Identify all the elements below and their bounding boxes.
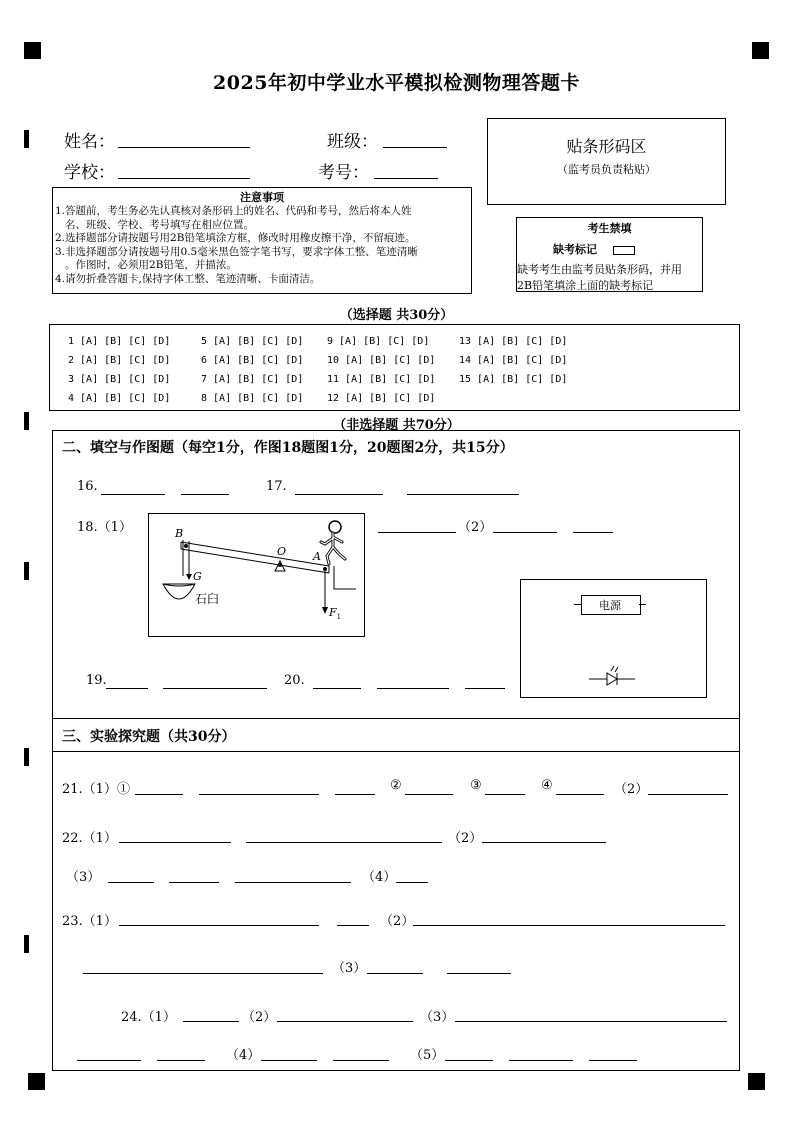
power-source-label: 电源 <box>599 599 621 612</box>
choice-item[interactable]: 8 [A] [B] [C] [D] <box>201 393 304 404</box>
choice-section-header: （选择题 共30分） <box>339 308 454 323</box>
q21-answer-2[interactable] <box>199 794 319 795</box>
q23-answer-2[interactable] <box>337 925 369 926</box>
q18-answer-3[interactable] <box>573 532 613 533</box>
label-F-sub: 1 <box>336 613 342 622</box>
label-F: F <box>329 606 337 619</box>
choice-item[interactable]: 3 [A] [B] [C] [D] <box>68 374 171 385</box>
q22-p2-label: （2） <box>448 831 483 846</box>
notice-box <box>52 187 472 294</box>
page-title: 2025年初中学业水平模拟检测物理答题卡 <box>213 72 580 94</box>
q24-answer-8[interactable] <box>445 1060 493 1061</box>
choice-item[interactable]: 14 [A] [B] [C] [D] <box>459 355 568 366</box>
timing-mark <box>24 130 29 148</box>
q21-part3-label: ③ <box>470 778 482 793</box>
q23-answer-3[interactable] <box>413 925 725 926</box>
timing-mark <box>24 748 29 766</box>
label-F1 <box>329 606 341 621</box>
q24-p3-label: （3） <box>420 1010 455 1025</box>
absent-desc: 缺考考生由监考员贴条形码，并用 <box>517 263 682 276</box>
q21-p2-label: （2） <box>614 782 649 797</box>
q21-part2-label: ② <box>390 778 402 793</box>
q18-answer-1[interactable] <box>378 532 456 533</box>
corner-mark-top-left <box>24 42 41 59</box>
notice-item: 3.非选择题部分请按题号用0.5毫米黑色签字笔书写，要求字体工整、笔迹清晰 <box>55 245 418 258</box>
q22-p4-label: （4） <box>362 870 397 885</box>
q22-answer-1[interactable] <box>119 842 231 843</box>
choice-item[interactable]: 5 [A] [B] [C] [D] <box>201 336 304 347</box>
q24-answer-4[interactable] <box>77 1060 141 1061</box>
school-field[interactable] <box>118 178 250 179</box>
q19-answer-2[interactable] <box>163 688 267 689</box>
school-label: 学校： <box>64 163 115 183</box>
q24-answer-6[interactable] <box>261 1060 317 1061</box>
absent-desc: 2B铅笔填涂上面的缺考标记 <box>517 279 654 292</box>
q21-answer-5[interactable] <box>485 794 525 795</box>
q18-label: 18.（1） <box>77 520 132 535</box>
corner-mark-top-right <box>752 42 769 59</box>
q18-part2-label: （2） <box>458 520 493 535</box>
q24-answer-3[interactable] <box>455 1021 727 1022</box>
section3-title: 三、实验探究题（共30分） <box>62 729 236 745</box>
q21-answer-3[interactable] <box>335 794 375 795</box>
class-field[interactable] <box>383 147 447 148</box>
label-stone-mortar: 石臼 <box>195 592 220 606</box>
q24-answer-9[interactable] <box>509 1060 573 1061</box>
q22-answer-7[interactable] <box>396 882 428 883</box>
q23-answer-5[interactable] <box>367 973 423 974</box>
q22-label: 22.（1） <box>62 831 117 846</box>
q24-p2-label: （2） <box>242 1010 277 1025</box>
choice-item[interactable]: 1 [A] [B] [C] [D] <box>68 336 171 347</box>
q22-answer-2[interactable] <box>246 842 442 843</box>
q17-answer-2[interactable] <box>407 494 519 495</box>
notice-item: 4.请勿折叠答题卡,保持字体工整、笔迹清晰、卡面清洁。 <box>55 272 321 285</box>
q19-answer-1[interactable] <box>106 688 148 689</box>
notice-title: 注意事项 <box>240 191 284 204</box>
q23-p3-label: （3） <box>332 961 367 976</box>
name-field[interactable] <box>118 147 250 148</box>
q23-answer-6[interactable] <box>447 973 511 974</box>
choice-item[interactable]: 12 [A] [B] [C] [D] <box>327 393 436 404</box>
q24-p4-label: （4） <box>226 1048 261 1063</box>
q24-label: 24.（1） <box>121 1010 176 1025</box>
q18-answer-2[interactable] <box>493 532 557 533</box>
choice-item[interactable]: 9 [A] [B] [C] [D] <box>327 336 430 347</box>
q22-p3-label: （3） <box>66 870 101 885</box>
q20-answer-3[interactable] <box>465 688 505 689</box>
led-icon <box>585 665 645 691</box>
q23-label: 23.（1） <box>62 914 117 929</box>
q24-answer-1[interactable] <box>183 1021 239 1022</box>
q16-label: 16. <box>77 479 98 494</box>
q16-answer-1[interactable] <box>101 494 165 495</box>
section-divider <box>52 718 740 719</box>
circuit-diagram <box>520 579 707 698</box>
choice-item[interactable]: 7 [A] [B] [C] [D] <box>201 374 304 385</box>
absent-mark-checkbox[interactable] <box>613 246 635 255</box>
lever-diagram <box>148 513 365 637</box>
notice-item: 。作图时，必须用2B铅笔，并描浓。 <box>55 259 237 271</box>
q17-label: 17. <box>266 479 287 494</box>
q22-answer-3[interactable] <box>482 842 606 843</box>
q22-answer-4[interactable] <box>108 882 154 883</box>
exam-no-label: 考号： <box>318 163 369 183</box>
q21-answer-1[interactable] <box>135 794 183 795</box>
corner-mark-bottom-left <box>28 1073 45 1090</box>
absent-title: 考生禁填 <box>587 222 632 235</box>
choice-item[interactable]: 10 [A] [B] [C] [D] <box>327 355 436 366</box>
q23-p2-label: （2） <box>380 914 415 929</box>
label-G: G <box>193 570 202 583</box>
q21-label: 21.（1）① <box>62 782 130 797</box>
q24-answer-7[interactable] <box>333 1060 389 1061</box>
choice-item[interactable]: 6 [A] [B] [C] [D] <box>201 355 304 366</box>
barcode-area <box>487 118 726 205</box>
q20-answer-1[interactable] <box>313 688 361 689</box>
q22-answer-5[interactable] <box>169 882 219 883</box>
q24-p5-label: （5） <box>410 1048 445 1063</box>
q21-part4-label: ④ <box>541 778 553 793</box>
q24-answer-10[interactable] <box>589 1060 637 1061</box>
notice-item: 2.选择题部分请按题号用2B铅笔填涂方框，修改时用橡皮擦干净，不留痕迹。 <box>55 232 416 244</box>
choice-item[interactable]: 4 [A] [B] [C] [D] <box>68 393 171 404</box>
timing-mark <box>24 562 29 580</box>
class-label: 班级： <box>327 132 378 152</box>
absent-mark-label: 缺考标记 <box>553 243 597 256</box>
section2-title: 二、填空与作图题（每空1分，作图18题图1分，20题图2分，共15分） <box>62 440 514 456</box>
label-B: B <box>175 527 184 540</box>
q21-answer-4[interactable] <box>405 794 453 795</box>
q24-answer-2[interactable] <box>277 1021 413 1022</box>
choice-item[interactable]: 15 [A] [B] [C] [D] <box>459 374 568 385</box>
notice-item: 1.答题前，考生务必先认真核对条形码上的姓名、代码和考号，然后将本人姓 <box>55 205 412 217</box>
notice-item: 名、班级、学校、考号填写在相应位置。 <box>55 218 255 231</box>
name-label: 姓名： <box>64 132 115 152</box>
exam-no-field[interactable] <box>374 178 438 179</box>
q23-answer-4[interactable] <box>83 973 323 974</box>
section-divider <box>52 751 740 752</box>
q19-label: 19. <box>86 673 107 688</box>
q24-answer-5[interactable] <box>157 1060 205 1061</box>
choice-item[interactable]: 2 [A] [B] [C] [D] <box>68 355 171 366</box>
q21-answer-7[interactable] <box>648 794 728 795</box>
q17-answer-1[interactable] <box>295 494 383 495</box>
nonchoice-section-header: （非选择题 共70分） <box>333 418 460 433</box>
barcode-title: 贴条形码区 <box>566 137 647 156</box>
timing-mark <box>24 935 29 953</box>
label-A: A <box>313 550 321 563</box>
q16-answer-2[interactable] <box>181 494 229 495</box>
choice-item[interactable]: 13 [A] [B] [C] [D] <box>459 336 568 347</box>
barcode-subtitle: （监考员负责粘贴） <box>557 163 656 176</box>
corner-mark-bottom-right <box>748 1073 765 1090</box>
choice-item[interactable]: 11 [A] [B] [C] [D] <box>327 374 436 385</box>
q22-answer-6[interactable] <box>235 882 351 883</box>
absent-box <box>516 217 703 292</box>
q20-answer-2[interactable] <box>377 688 449 689</box>
label-O: O <box>277 545 287 558</box>
q21-answer-6[interactable] <box>556 794 604 795</box>
q23-answer-1[interactable] <box>119 925 319 926</box>
q20-label: 20. <box>284 673 305 688</box>
